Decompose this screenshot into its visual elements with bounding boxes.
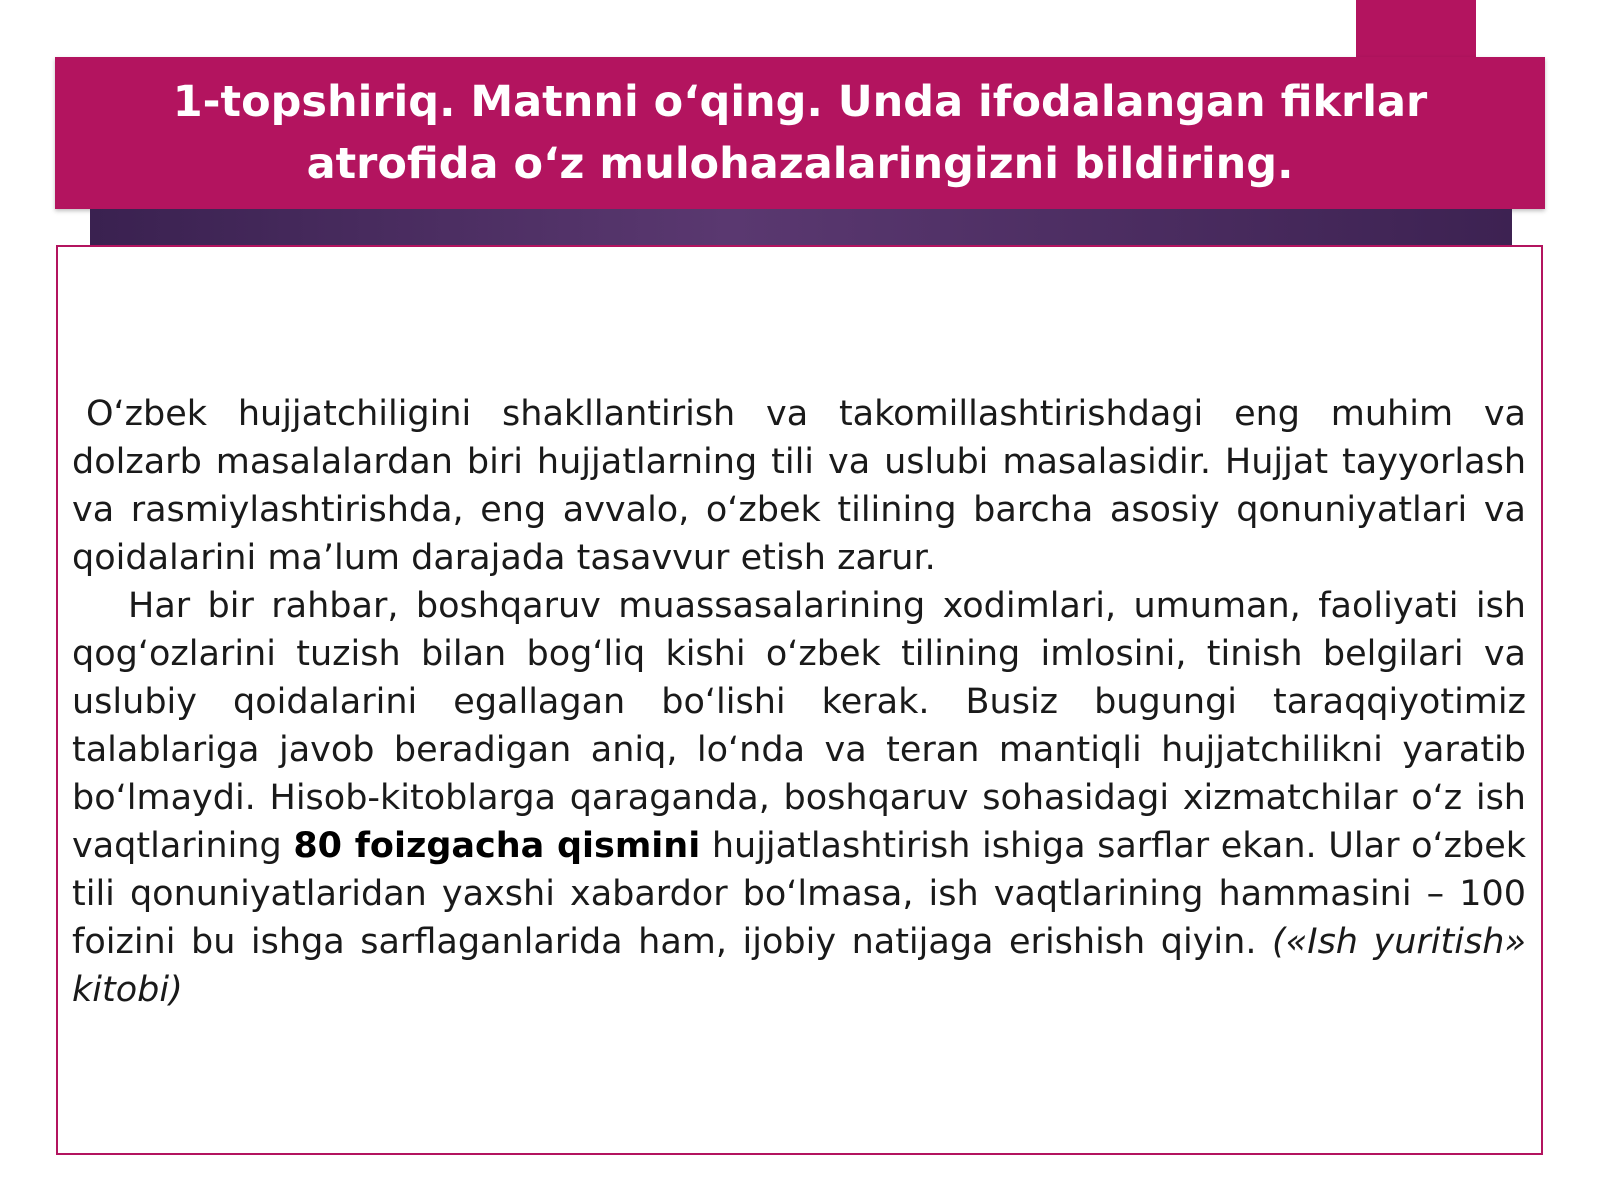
- paragraph-2-bold-phrase: 80 foizgacha qismini: [293, 826, 701, 866]
- paragraph-2: [72, 582, 1526, 1014]
- paragraph-1: O‘zbek hujjatchiligini shakllantirish va takomillashtirishdagi eng muhim va dolzarb masalalardan biri hujjatlarning tili va uslubi masalasidir. Hujjat tayyorlash va rasmiylashtirishda, eng avvalo, o‘zbek tilining barcha asosiy qonuniyatlari va qoidalarini ma’lum darajada tasavvur etish zarur.: [72, 394, 1526, 578]
- slide-title: [173, 71, 1427, 195]
- paragraph-2-text-b: hujjatlashtirish ishiga sarflar ekan. Ular o‘zbek tili qonuniyatlaridan yaxshi xabardor bo‘lmasa, ish vaqtlarining hammasini – 100 foizini bu ishga sarflaganlarida ham, ijobiy natijaga erishish qiyin.: [72, 826, 1527, 962]
- title-banner: [55, 57, 1545, 209]
- source-citation: («Ish yuritish» kitobi): [72, 922, 1526, 1010]
- paragraph-2-text-a: Har bir rahbar, boshqaruv muassasalarining xodimlari, umuman, faoliyati ish qog‘ozlarini tuzish bilan bog‘liq kishi o‘zbek tilining imlosini, tinish belgilari va uslubiy qoidalarini egallagan bo‘lishi kerak. Busiz bugungi taraqqiyotimiz talablariga javob beradigan aniq, lo‘nda va teran mantiqli hujjatchilikni yaratib bo‘lmaydi. Hisob-kitoblarga qaraganda, boshqaruv sohasidagi xizmatchilar o‘z ish vaqtlarining: [72, 586, 1526, 866]
- slide-title-line1: 1-topshiriq. Matnni o‘qing. Unda ifodalangan fikrlar: [172, 77, 1428, 127]
- decorative-shadow-bar: [90, 209, 1512, 245]
- body-text: [72, 390, 1526, 1014]
- slide-title-line2: atrofida o‘z mulohazalaringizni bildiring.: [306, 139, 1294, 189]
- top-decorative-tab: [1356, 0, 1476, 58]
